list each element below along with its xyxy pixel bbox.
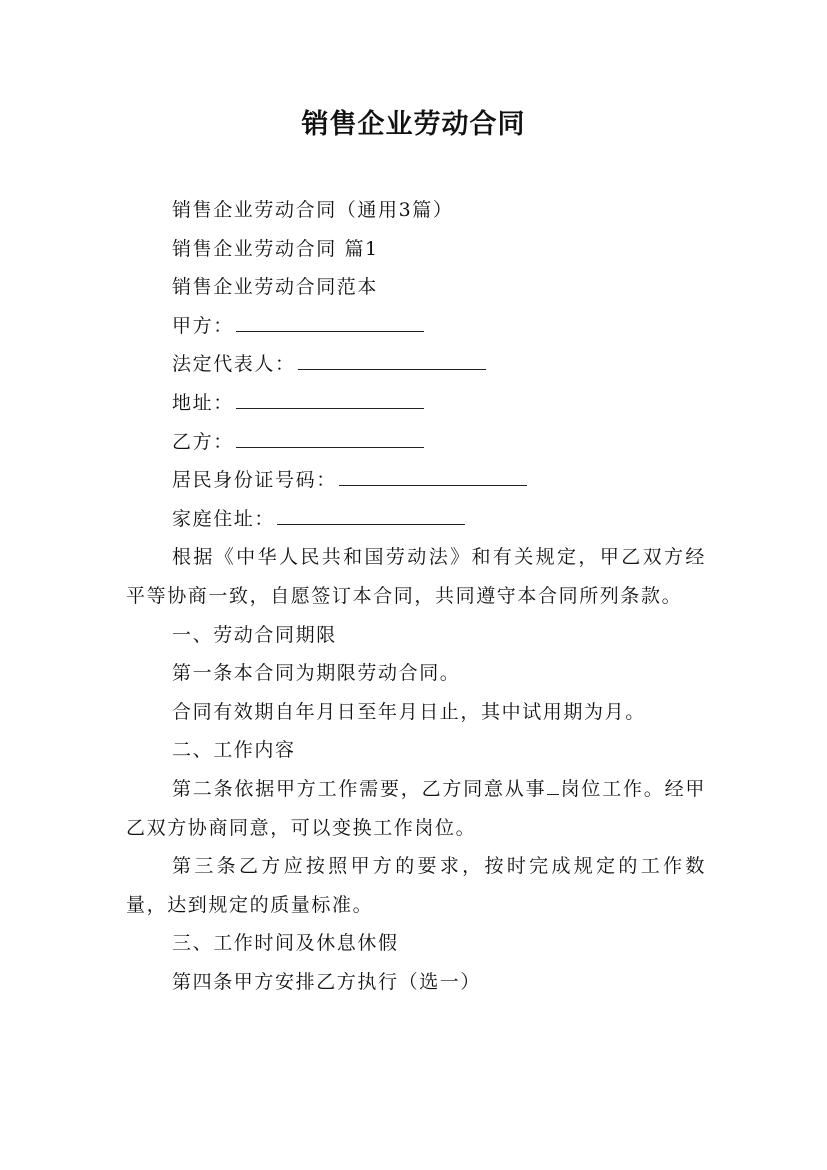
legal-rep-field	[126, 345, 706, 384]
party-b-label: 乙方：	[172, 430, 234, 453]
validity-clause: 合同有效期自年月日至年月日止，其中试用期为月。	[172, 700, 646, 723]
legal-rep-label: 法定代表人：	[172, 353, 296, 376]
party-a-label: 甲方：	[172, 314, 234, 337]
article-2	[126, 770, 706, 847]
article-3: 第三条乙方应按照甲方的要求，按时完成规定的工作数量，达到规定的质量标准。	[126, 855, 706, 916]
id-number-label: 居民身份证号码：	[172, 469, 337, 492]
section-heading-work: 二、工作内容	[172, 739, 296, 762]
party-b-field	[126, 423, 706, 462]
id-number-blank	[339, 484, 527, 486]
intro-paragraph: 根据《中华人民共和国劳动法》和有关规定，甲乙双方经平等协商一致，自愿签订本合同，共同遵守本合同所列条款。	[126, 546, 706, 607]
address-blank	[236, 407, 424, 409]
document-body	[126, 191, 706, 1001]
address-label: 地址：	[172, 391, 234, 414]
party-a-field	[126, 307, 706, 346]
article-2-text-b: 岗位工作。经甲乙双方协商同意，可以变换工作岗位。	[126, 777, 706, 839]
home-address-field	[126, 500, 706, 539]
document-title: 销售企业劳动合同	[301, 109, 526, 140]
legal-rep-blank	[298, 368, 486, 370]
position-blank	[547, 793, 559, 795]
home-address-label: 家庭住址：	[172, 507, 276, 530]
section-heading-term: 一、劳动合同期限	[172, 623, 337, 646]
article-2-text-a: 第二条依据甲方工作需要，乙方同意从事	[172, 777, 547, 800]
section-heading-hours: 三、工作时间及休息休假	[172, 932, 399, 955]
party-b-blank	[236, 446, 424, 448]
party-a-blank	[236, 330, 424, 332]
template-heading: 销售企业劳动合同范本	[172, 276, 379, 299]
home-address-blank	[277, 523, 465, 525]
subtitle-line: 销售企业劳动合同（通用3篇）	[172, 199, 454, 221]
address-field	[126, 384, 706, 423]
id-number-field	[126, 461, 706, 500]
article-4: 第四条甲方安排乙方执行（选一）	[172, 970, 482, 993]
article-1: 第一条本合同为期限劳动合同。	[172, 662, 461, 685]
part-heading: 销售企业劳动合同 篇1	[172, 237, 379, 260]
